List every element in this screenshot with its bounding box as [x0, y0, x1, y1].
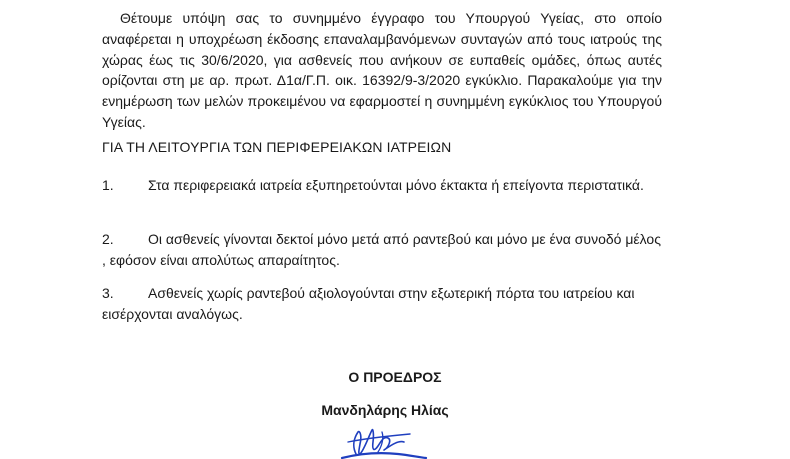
- intro-paragraph: Θέτουμε υπόψη σας το συνημμένο έγγραφο του Υπουργού Υγείας, στο οποίο αναφέρεται η υποχρέωση έκδοσης επαναλαμβανόμενων συνταγών από τους ιατρούς της χώρας έως τις 30/6/2020, για ασθενείς που ανήκουν σε ευπαθείς ομάδες, όπως αυτές ορίζονται στη με αρ. πρωτ. Δ1α/Γ.Π. οικ. 16392/9-3/2020 εγκύκλιο. Παρακαλούμε για την ενημέρωση των μελών προκειμένου να εφαρμοστεί η συνημμένη εγκύκλιος του Υπουργού Υγείας.: [102, 10, 662, 130]
- signatory-title: Ο ΠΡΟΕΔΡΟΣ: [348, 369, 442, 385]
- signature-image: [338, 424, 428, 459]
- list-item-number: 1.: [102, 177, 114, 193]
- list-item-text: Στα περιφερειακά ιατρεία εξυπηρετούνται μόνο έκτακτα ή επείγοντα περιστατικά.: [148, 177, 644, 193]
- list-item: [102, 229, 662, 271]
- list-item-number: 3.: [102, 285, 114, 301]
- list-item: [102, 175, 662, 196]
- signatory-name: Μανδηλάρης Ηλίας: [321, 402, 449, 418]
- list-item-text: Ασθενείς χωρίς ραντεβού αξιολογούνται στην εξωτερική πόρτα του ιατρείου και εισέρχονται αναλόγως.: [102, 285, 635, 322]
- section-heading: ΓΙΑ ΤΗ ΛΕΙΤΟΥΡΓΙΑ ΤΩΝ ΠΕΡΙΦΕΡΕΙΑΚΩΝ ΙΑΤΡΕΙΩΝ: [102, 139, 452, 155]
- list-item: [102, 283, 662, 325]
- list-item-text: Οι ασθενείς γίνονται δεκτοί μόνο μετά από ραντεβού και μόνο με ένα συνοδό μέλος , εφόσον είναι απολύτως απαραίτητος.: [102, 231, 661, 268]
- list-item-number: 2.: [102, 231, 114, 247]
